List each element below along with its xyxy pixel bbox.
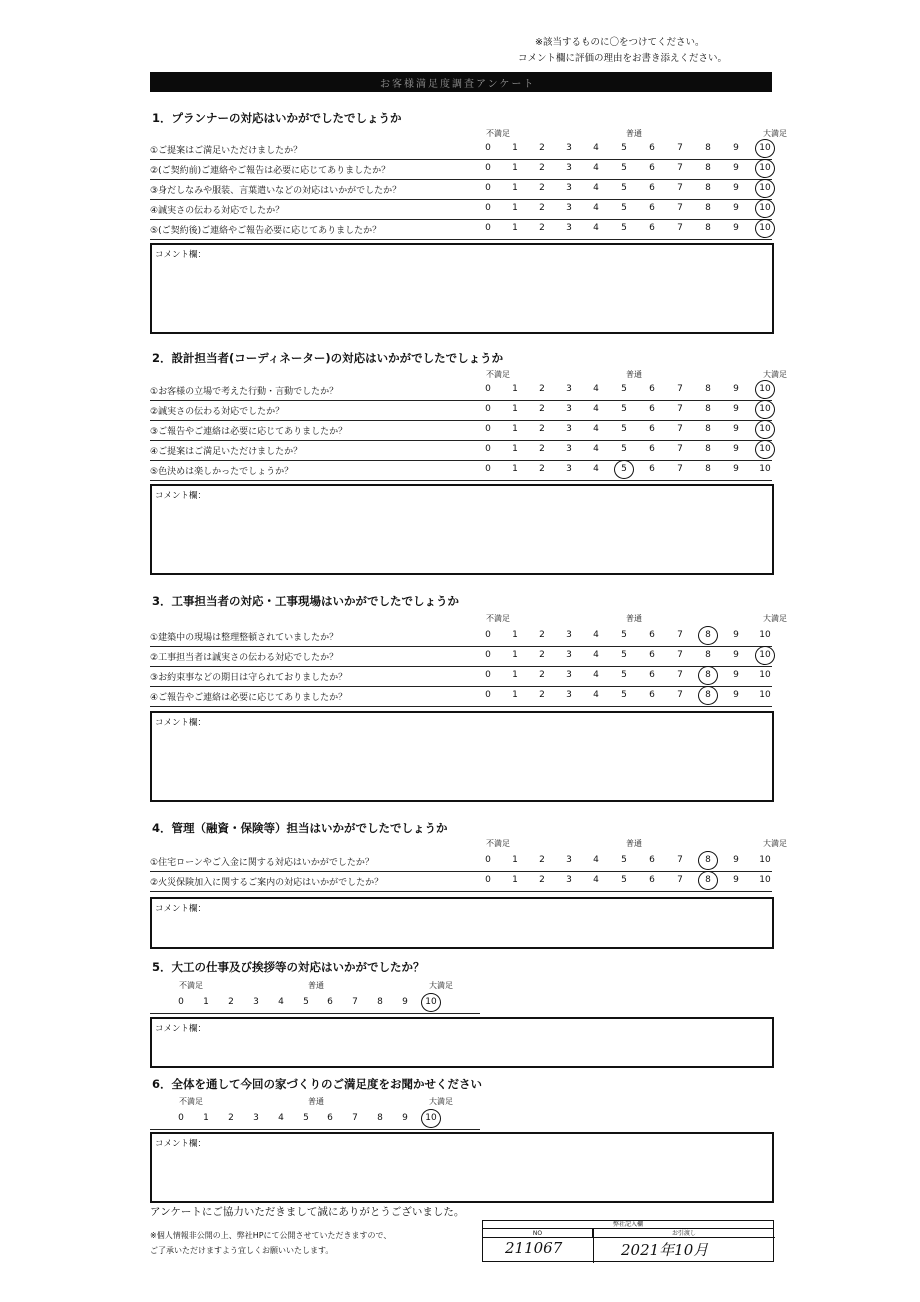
rating-option[interactable]: 6 bbox=[649, 404, 655, 414]
rating-option[interactable]: 7 bbox=[677, 630, 683, 640]
rating-option[interactable]: 1 bbox=[512, 163, 518, 173]
rating-option[interactable]: 8 bbox=[705, 424, 711, 434]
rating-option[interactable]: 4 bbox=[593, 464, 599, 474]
no-value: 211067 bbox=[505, 1239, 563, 1257]
comment-box[interactable] bbox=[150, 1017, 774, 1068]
rating-option[interactable]: 3 bbox=[566, 384, 572, 394]
rating-option[interactable]: 3 bbox=[566, 163, 572, 173]
rating-option[interactable]: 5 bbox=[621, 690, 627, 700]
rating-option[interactable]: 4 bbox=[593, 670, 599, 680]
rating-option[interactable]: 4 bbox=[593, 203, 599, 213]
rating-option[interactable]: 2 bbox=[539, 855, 545, 865]
rating-option[interactable]: 7 bbox=[677, 464, 683, 474]
rating-option[interactable]: 7 bbox=[677, 163, 683, 173]
rating-option-selected[interactable]: 10 bbox=[421, 993, 441, 1012]
rating-option[interactable]: 5 bbox=[621, 424, 627, 434]
scale-label-low: 不満足 bbox=[179, 981, 203, 990]
rating-option[interactable]: 5 bbox=[621, 163, 627, 173]
question-text: ③ご報告やご連絡は必要に応じてありましたか？ bbox=[150, 427, 348, 437]
rating-option[interactable]: 5 bbox=[621, 670, 627, 680]
scale-label-mid: 普通 bbox=[626, 614, 642, 623]
rating-option[interactable]: 3 bbox=[566, 203, 572, 213]
rating-option-selected[interactable]: 10 bbox=[755, 179, 775, 198]
rating-option[interactable]: 0 bbox=[178, 1113, 184, 1123]
scale-label-mid: 普通 bbox=[308, 1097, 324, 1106]
rating-option-selected[interactable]: 10 bbox=[755, 199, 775, 218]
rating-option[interactable]: 5 bbox=[621, 404, 627, 414]
privacy-note-1: ※個人情報非公開の上、弊社HPにて公開させていただきますので、 bbox=[150, 1231, 392, 1240]
rating-option-selected[interactable]: 10 bbox=[755, 159, 775, 178]
scale-label-high: 大満足 bbox=[763, 839, 787, 848]
question-row bbox=[150, 180, 772, 200]
rating-option[interactable]: 10 bbox=[759, 690, 771, 700]
survey-banner bbox=[150, 72, 772, 92]
comment-label: コメント欄： bbox=[155, 491, 207, 501]
scale-label-low: 不満足 bbox=[486, 129, 510, 138]
rating-option[interactable]: 4 bbox=[593, 690, 599, 700]
comment-box[interactable] bbox=[150, 1132, 774, 1203]
question-row bbox=[150, 667, 772, 687]
rating-option[interactable]: 9 bbox=[733, 404, 739, 414]
rating-option[interactable]: 2 bbox=[539, 143, 545, 153]
rating-option[interactable]: 6 bbox=[649, 855, 655, 865]
rating-option[interactable]: 4 bbox=[593, 163, 599, 173]
rating-option[interactable]: 8 bbox=[705, 444, 711, 454]
rating-option[interactable]: 2 bbox=[539, 384, 545, 394]
question-text: ②誠実さの伝わる対応でしたか？ bbox=[150, 407, 285, 417]
rating-option[interactable]: 0 bbox=[485, 630, 491, 640]
rating-option[interactable]: 10 bbox=[759, 670, 771, 680]
rating-option[interactable]: 4 bbox=[593, 650, 599, 660]
rating-option[interactable]: 0 bbox=[485, 384, 491, 394]
question-row bbox=[150, 461, 772, 481]
question-row bbox=[150, 872, 772, 892]
rating-option[interactable]: 1 bbox=[512, 223, 518, 233]
rating-option[interactable]: 3 bbox=[566, 223, 572, 233]
rating-option-selected[interactable]: 8 bbox=[698, 666, 718, 685]
rating-option[interactable]: 5 bbox=[621, 223, 627, 233]
question-text: ②(ご契約前)ご連絡やご報告は必要に応じてありましたか？ bbox=[150, 166, 391, 176]
rating-option[interactable]: 9 bbox=[733, 143, 739, 153]
rating-option[interactable]: 8 bbox=[377, 1113, 383, 1123]
office-use-box bbox=[482, 1220, 774, 1262]
rating-option[interactable]: 7 bbox=[352, 1113, 358, 1123]
rating-option-selected[interactable]: 8 bbox=[698, 871, 718, 890]
rating-option-selected[interactable]: 8 bbox=[698, 686, 718, 705]
rating-option[interactable]: 6 bbox=[649, 464, 655, 474]
rating-option[interactable]: 6 bbox=[649, 650, 655, 660]
rating-option[interactable]: 3 bbox=[566, 670, 572, 680]
scale-label-mid: 普通 bbox=[308, 981, 324, 990]
rating-option[interactable]: 6 bbox=[649, 143, 655, 153]
rating-option[interactable]: 10 bbox=[759, 875, 771, 885]
rating-option[interactable]: 9 bbox=[402, 1113, 408, 1123]
rating-option-selected[interactable]: 10 bbox=[755, 440, 775, 459]
rating-option[interactable]: 6 bbox=[649, 424, 655, 434]
rating-option[interactable]: 2 bbox=[539, 690, 545, 700]
question-row bbox=[150, 627, 772, 647]
rating-option[interactable]: 7 bbox=[677, 143, 683, 153]
rating-option[interactable]: 9 bbox=[733, 690, 739, 700]
rating-option[interactable]: 2 bbox=[539, 203, 545, 213]
rating-option[interactable]: 10 bbox=[759, 464, 771, 474]
rating-option[interactable]: 3 bbox=[566, 444, 572, 454]
question-text: ①建築中の現場は整理整頓されていましたか？ bbox=[150, 633, 339, 643]
rating-option[interactable]: 8 bbox=[705, 223, 711, 233]
question-row bbox=[150, 200, 772, 220]
office-divider bbox=[593, 1229, 594, 1263]
rating-option[interactable]: 4 bbox=[593, 424, 599, 434]
question-text: ⑤(ご契約後)ご連絡やご報告必要に応じてありましたか？ bbox=[150, 226, 382, 236]
rating-option[interactable]: 0 bbox=[485, 464, 491, 474]
question-text: ③お約束事などの期日は守られておりましたか？ bbox=[150, 673, 348, 683]
question-row bbox=[150, 140, 772, 160]
rating-option[interactable]: 4 bbox=[593, 384, 599, 394]
comment-label: コメント欄： bbox=[155, 1024, 207, 1034]
office-use-header: 弊社記入欄 bbox=[483, 1221, 773, 1229]
rating-option[interactable]: 5 bbox=[621, 444, 627, 454]
rating-option[interactable]: 3 bbox=[253, 997, 259, 1007]
rating-option[interactable]: 1 bbox=[203, 1113, 209, 1123]
rating-option[interactable]: 7 bbox=[677, 424, 683, 434]
rating-option[interactable]: 4 bbox=[593, 630, 599, 640]
rating-option[interactable]: 8 bbox=[705, 384, 711, 394]
question-text: ①ご提案はご満足いただけましたか？ bbox=[150, 146, 303, 156]
rating-option[interactable]: 9 bbox=[733, 875, 739, 885]
rating-option[interactable]: 6 bbox=[649, 223, 655, 233]
question-row bbox=[150, 381, 772, 401]
comment-label: コメント欄： bbox=[155, 718, 207, 728]
rating-option[interactable]: 5 bbox=[621, 183, 627, 193]
rating-option[interactable]: 3 bbox=[566, 875, 572, 885]
rating-option[interactable]: 6 bbox=[327, 1113, 333, 1123]
rating-option[interactable]: 2 bbox=[539, 650, 545, 660]
comment-box[interactable] bbox=[150, 243, 774, 334]
scale-label-high: 大満足 bbox=[429, 1097, 453, 1106]
rating-option[interactable]: 2 bbox=[539, 404, 545, 414]
rating-option[interactable]: 8 bbox=[705, 143, 711, 153]
rating-option[interactable]: 9 bbox=[733, 424, 739, 434]
rating-option[interactable]: 5 bbox=[621, 203, 627, 213]
rating-option[interactable]: 9 bbox=[733, 183, 739, 193]
rating-option[interactable]: 2 bbox=[539, 670, 545, 680]
rating-option[interactable]: 1 bbox=[512, 670, 518, 680]
comment-label: コメント欄： bbox=[155, 1139, 207, 1149]
rating-option[interactable]: 3 bbox=[566, 404, 572, 414]
rating-option[interactable]: 1 bbox=[512, 855, 518, 865]
rating-option[interactable]: 9 bbox=[733, 384, 739, 394]
rating-option[interactable]: 2 bbox=[539, 875, 545, 885]
rating-option[interactable]: 2 bbox=[539, 630, 545, 640]
section-title: 3．工事担当者の対応・工事現場はいかがでしたでしょうか bbox=[152, 594, 459, 608]
rating-option[interactable]: 2 bbox=[539, 223, 545, 233]
question-row bbox=[150, 994, 480, 1014]
rating-option-selected[interactable]: 10 bbox=[755, 646, 775, 665]
rating-option[interactable]: 1 bbox=[512, 203, 518, 213]
rating-option[interactable]: 6 bbox=[649, 163, 655, 173]
section-title: 6．全体を通して今回の家づくりのご満足度をお聞かせください bbox=[152, 1077, 482, 1091]
comment-label: コメント欄： bbox=[155, 250, 207, 260]
rating-option[interactable]: 7 bbox=[677, 444, 683, 454]
scale-label-low: 不満足 bbox=[486, 370, 510, 379]
rating-option[interactable]: 4 bbox=[593, 223, 599, 233]
rating-option[interactable]: 1 bbox=[512, 630, 518, 640]
section-title: 4．管理（融資・保険等）担当はいかがでしたでしょうか bbox=[152, 821, 448, 835]
rating-option[interactable]: 1 bbox=[512, 143, 518, 153]
rating-option[interactable]: 1 bbox=[512, 444, 518, 454]
question-text: ①お客様の立場で考えた行動・言動でしたか？ bbox=[150, 387, 339, 397]
question-row bbox=[150, 160, 772, 180]
rating-option[interactable]: 6 bbox=[649, 875, 655, 885]
rating-option-selected[interactable]: 10 bbox=[755, 420, 775, 439]
comment-box[interactable] bbox=[150, 484, 774, 575]
rating-option[interactable]: 6 bbox=[649, 630, 655, 640]
rating-option[interactable]: 9 bbox=[733, 163, 739, 173]
rating-option[interactable]: 7 bbox=[677, 650, 683, 660]
rating-option[interactable]: 7 bbox=[677, 223, 683, 233]
privacy-note-2: ご了承いただけますよう宜しくお願いいたします。 bbox=[150, 1246, 334, 1255]
rating-option[interactable]: 4 bbox=[593, 855, 599, 865]
rating-option[interactable]: 9 bbox=[733, 630, 739, 640]
rating-option[interactable]: 9 bbox=[733, 444, 739, 454]
question-row bbox=[150, 1110, 480, 1130]
rating-option[interactable]: 1 bbox=[512, 404, 518, 414]
rating-option[interactable]: 3 bbox=[566, 855, 572, 865]
rating-option[interactable]: 7 bbox=[677, 203, 683, 213]
scale-label-low: 不満足 bbox=[486, 839, 510, 848]
rating-option[interactable]: 6 bbox=[649, 670, 655, 680]
rating-option[interactable]: 4 bbox=[278, 1113, 284, 1123]
question-row bbox=[150, 220, 772, 240]
rating-option[interactable]: 0 bbox=[485, 424, 491, 434]
no-label: NO bbox=[483, 1229, 593, 1238]
rating-option[interactable]: 3 bbox=[566, 650, 572, 660]
rating-option[interactable]: 0 bbox=[485, 404, 491, 414]
rating-option[interactable]: 4 bbox=[593, 444, 599, 454]
rating-option[interactable]: 1 bbox=[512, 690, 518, 700]
rating-option[interactable]: 7 bbox=[677, 404, 683, 414]
handover-label: お引渡し bbox=[593, 1229, 775, 1238]
question-text: ②工事担当者は誠実さの伝わる対応でしたか？ bbox=[150, 653, 339, 663]
rating-option[interactable]: 3 bbox=[253, 1113, 259, 1123]
rating-option[interactable]: 1 bbox=[512, 650, 518, 660]
instruction-note-comment: コメント欄に評価の理由をお書き添えください。 bbox=[518, 53, 728, 64]
rating-option[interactable]: 2 bbox=[539, 464, 545, 474]
scale-label-mid: 普通 bbox=[626, 839, 642, 848]
section-title: 1．プランナーの対応はいかがでしたでしょうか bbox=[152, 111, 402, 125]
question-row bbox=[150, 421, 772, 441]
rating-option[interactable]: 5 bbox=[621, 875, 627, 885]
rating-option[interactable]: 1 bbox=[512, 183, 518, 193]
rating-option-selected[interactable]: 5 bbox=[614, 460, 634, 479]
rating-option[interactable]: 5 bbox=[621, 630, 627, 640]
rating-option-selected[interactable]: 8 bbox=[698, 851, 718, 870]
comment-label: コメント欄： bbox=[155, 904, 207, 914]
rating-option[interactable]: 5 bbox=[621, 650, 627, 660]
rating-option[interactable]: 3 bbox=[566, 424, 572, 434]
rating-option[interactable]: 0 bbox=[485, 223, 491, 233]
rating-option-selected[interactable]: 10 bbox=[755, 400, 775, 419]
question-text: ⑤色決めは楽しかったでしょうか？ bbox=[150, 467, 294, 477]
rating-option[interactable]: 2 bbox=[539, 163, 545, 173]
comment-box[interactable] bbox=[150, 711, 774, 802]
rating-option[interactable]: 4 bbox=[593, 404, 599, 414]
rating-option[interactable]: 7 bbox=[677, 183, 683, 193]
question-row bbox=[150, 647, 772, 667]
rating-option[interactable]: 0 bbox=[485, 143, 491, 153]
rating-option[interactable]: 0 bbox=[485, 163, 491, 173]
question-row bbox=[150, 852, 772, 872]
rating-option[interactable]: 7 bbox=[677, 875, 683, 885]
scale-label-high: 大満足 bbox=[763, 370, 787, 379]
rating-option[interactable]: 6 bbox=[327, 997, 333, 1007]
rating-option[interactable]: 9 bbox=[733, 855, 739, 865]
question-row bbox=[150, 441, 772, 461]
rating-option[interactable]: 0 bbox=[485, 690, 491, 700]
scale-label-high: 大満足 bbox=[763, 129, 787, 138]
rating-option[interactable]: 7 bbox=[352, 997, 358, 1007]
survey-title: お客様満足度調査アンケート bbox=[380, 79, 536, 90]
rating-option[interactable]: 9 bbox=[402, 997, 408, 1007]
scale-label-low: 不満足 bbox=[486, 614, 510, 623]
rating-option[interactable]: 0 bbox=[485, 855, 491, 865]
rating-option[interactable]: 8 bbox=[705, 464, 711, 474]
rating-option[interactable]: 1 bbox=[512, 464, 518, 474]
thanks-message: アンケートにご協力いただきまして誠にありがとうございました。 bbox=[150, 1206, 465, 1218]
rating-option-selected[interactable]: 10 bbox=[755, 219, 775, 238]
rating-option[interactable]: 9 bbox=[733, 670, 739, 680]
rating-option-selected[interactable]: 8 bbox=[698, 626, 718, 645]
rating-option[interactable]: 9 bbox=[733, 650, 739, 660]
rating-option[interactable]: 3 bbox=[566, 464, 572, 474]
rating-option[interactable]: 1 bbox=[512, 384, 518, 394]
rating-option[interactable]: 0 bbox=[485, 444, 491, 454]
question-text: ④ご提案はご満足いただけましたか？ bbox=[150, 447, 303, 457]
rating-option[interactable]: 7 bbox=[677, 384, 683, 394]
rating-option-selected[interactable]: 10 bbox=[755, 380, 775, 399]
scale-label-high: 大満足 bbox=[429, 981, 453, 990]
rating-option[interactable]: 6 bbox=[649, 690, 655, 700]
rating-option[interactable]: 10 bbox=[759, 630, 771, 640]
rating-option-selected[interactable]: 10 bbox=[755, 139, 775, 158]
rating-option[interactable]: 2 bbox=[228, 997, 234, 1007]
rating-option[interactable]: 5 bbox=[621, 143, 627, 153]
handover-value: 2021年10月 bbox=[621, 1241, 709, 1259]
rating-option[interactable]: 8 bbox=[377, 997, 383, 1007]
scale-label-low: 不満足 bbox=[179, 1097, 203, 1106]
question-text: ④ご報告やご連絡は必要に応じてありましたか？ bbox=[150, 693, 348, 703]
rating-option[interactable]: 7 bbox=[677, 855, 683, 865]
rating-option[interactable]: 0 bbox=[485, 875, 491, 885]
rating-option[interactable]: 6 bbox=[649, 183, 655, 193]
rating-option[interactable]: 3 bbox=[566, 183, 572, 193]
rating-option[interactable]: 6 bbox=[649, 384, 655, 394]
scale-label-mid: 普通 bbox=[626, 370, 642, 379]
question-text: ④誠実さの伝わる対応でしたか？ bbox=[150, 206, 285, 216]
rating-option[interactable]: 3 bbox=[566, 690, 572, 700]
rating-option[interactable]: 8 bbox=[705, 203, 711, 213]
rating-option[interactable]: 5 bbox=[621, 384, 627, 394]
rating-option[interactable]: 2 bbox=[228, 1113, 234, 1123]
rating-option[interactable]: 3 bbox=[566, 143, 572, 153]
rating-option[interactable]: 1 bbox=[203, 997, 209, 1007]
question-text: ③身だしなみや服装、言葉遣いなどの対応はいかがでしたか？ bbox=[150, 186, 402, 196]
rating-option[interactable]: 0 bbox=[485, 650, 491, 660]
rating-option[interactable]: 6 bbox=[649, 444, 655, 454]
rating-option[interactable]: 2 bbox=[539, 444, 545, 454]
rating-option[interactable]: 4 bbox=[593, 875, 599, 885]
section-title: 5．大工の仕事及び挨拶等の対応はいかがでしたか？ bbox=[152, 960, 425, 974]
rating-option[interactable]: 8 bbox=[705, 163, 711, 173]
rating-option[interactable]: 6 bbox=[649, 203, 655, 213]
rating-option[interactable]: 0 bbox=[178, 997, 184, 1007]
rating-option[interactable]: 0 bbox=[485, 183, 491, 193]
rating-option[interactable]: 5 bbox=[303, 1113, 309, 1123]
rating-option[interactable]: 9 bbox=[733, 203, 739, 213]
rating-option[interactable]: 10 bbox=[759, 855, 771, 865]
rating-option[interactable]: 0 bbox=[485, 203, 491, 213]
rating-option[interactable]: 9 bbox=[733, 223, 739, 233]
rating-option[interactable]: 5 bbox=[303, 997, 309, 1007]
instruction-note-circle: ※該当するものに〇をつけてください。 bbox=[535, 37, 705, 48]
rating-option[interactable]: 5 bbox=[621, 855, 627, 865]
rating-option[interactable]: 4 bbox=[593, 143, 599, 153]
rating-option[interactable]: 4 bbox=[593, 183, 599, 193]
rating-option[interactable]: 7 bbox=[677, 690, 683, 700]
question-text: ①住宅ローンやご入金に関する対応はいかがでしたか？ bbox=[150, 858, 374, 868]
rating-option[interactable]: 2 bbox=[539, 424, 545, 434]
rating-option[interactable]: 8 bbox=[705, 650, 711, 660]
rating-option[interactable]: 3 bbox=[566, 630, 572, 640]
section-title: 2．設計担当者(コーディネーター)の対応はいかがでしたでしょうか bbox=[152, 351, 504, 365]
rating-option[interactable]: 9 bbox=[733, 464, 739, 474]
question-row bbox=[150, 687, 772, 707]
rating-option[interactable]: 0 bbox=[485, 670, 491, 680]
scale-label-mid: 普通 bbox=[626, 129, 642, 138]
comment-box[interactable] bbox=[150, 897, 774, 949]
rating-option[interactable]: 1 bbox=[512, 424, 518, 434]
rating-option-selected[interactable]: 10 bbox=[421, 1109, 441, 1128]
rating-option[interactable]: 1 bbox=[512, 875, 518, 885]
question-text: ②火災保険加入に関するご案内の対応はいかがでしたか？ bbox=[150, 878, 384, 888]
question-row bbox=[150, 401, 772, 421]
rating-option[interactable]: 4 bbox=[278, 997, 284, 1007]
rating-option[interactable]: 8 bbox=[705, 404, 711, 414]
rating-option[interactable]: 7 bbox=[677, 670, 683, 680]
scale-label-high: 大満足 bbox=[763, 614, 787, 623]
rating-option[interactable]: 2 bbox=[539, 183, 545, 193]
rating-option[interactable]: 8 bbox=[705, 183, 711, 193]
